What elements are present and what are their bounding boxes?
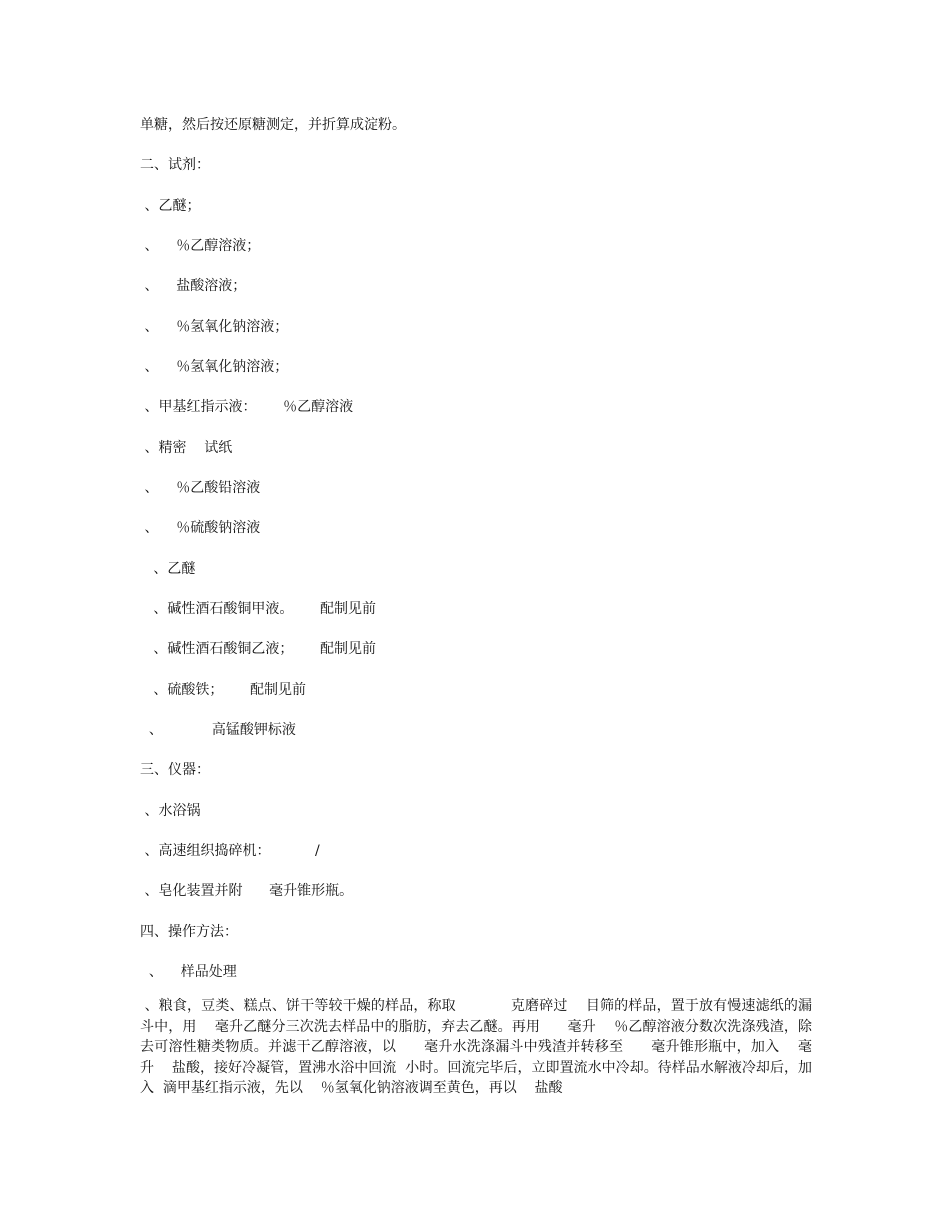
reagent-item: 、 ％乙醇溶液； <box>140 238 261 254</box>
section-heading-reagents: 二、试剂： <box>140 157 210 173</box>
instrument-item: 、水浴锅 <box>140 803 201 819</box>
reagent-item: 、 ％硫酸钠溶液 <box>140 520 261 536</box>
reagent-item: 、 ％氢氧化钠溶液； <box>140 319 289 335</box>
section-heading-instruments: 三、仪器： <box>140 762 210 778</box>
reagent-item: 、甲基红指示液： ％乙醇溶液 <box>140 399 354 415</box>
instrument-item: 、皂化装置并附 毫升锥形瓶。 <box>140 883 354 899</box>
reagent-item: 、 ％乙酸铅溶液 <box>140 480 261 496</box>
reagent-item: 、 高锰酸钾标液 <box>140 722 296 738</box>
section-heading-procedure: 四、操作方法： <box>140 924 238 940</box>
reagent-item: 、 ％氢氧化钠溶液； <box>140 359 289 375</box>
reagent-item: 、 盐酸溶液； <box>140 278 247 294</box>
text-line-intro: 单糖，然后按还原糖测定，并折算成淀粉。 <box>140 117 406 133</box>
reagent-item: 、硫酸铁； 配制见前 <box>140 682 307 698</box>
reagent-item: 、乙醚 <box>140 561 196 577</box>
procedure-paragraph: 、粮食，豆类、糕点、饼干等较干燥的样品，称取 克磨碎过 目筛的样品，置于放有慢速滤纸的漏斗中，用 毫升乙醚分三次洗去样品中的脂肪，弃去乙醚。再用 毫升 ％乙醇溶液分数次洗涤残渣，除去可溶性糖类物质。并滤干乙醇溶液，以 毫升水洗涤漏斗中残渣并转移至 毫升锥形瓶中，加入 毫升 盐酸，接好冷凝管，置沸水浴中回流 小时。回流完毕后，立即置流水中冷却。待样品水解液冷却后，加入 滴甲基红指示液，先以 ％氢氧化钠溶液调至黄色，再以 盐酸 <box>140 998 813 1096</box>
reagent-item: 、乙醚； <box>140 198 201 214</box>
reagent-item: 、精密 试纸 <box>140 440 233 456</box>
reagent-item: 、碱性酒石酸铜乙液； 配制见前 <box>140 641 377 657</box>
procedure-step-heading: 、 样品处理 <box>140 964 237 980</box>
reagent-item: 、碱性酒石酸铜甲液。 配制见前 <box>140 601 377 617</box>
instrument-item: 、高速组织捣碎机： / <box>140 843 320 859</box>
